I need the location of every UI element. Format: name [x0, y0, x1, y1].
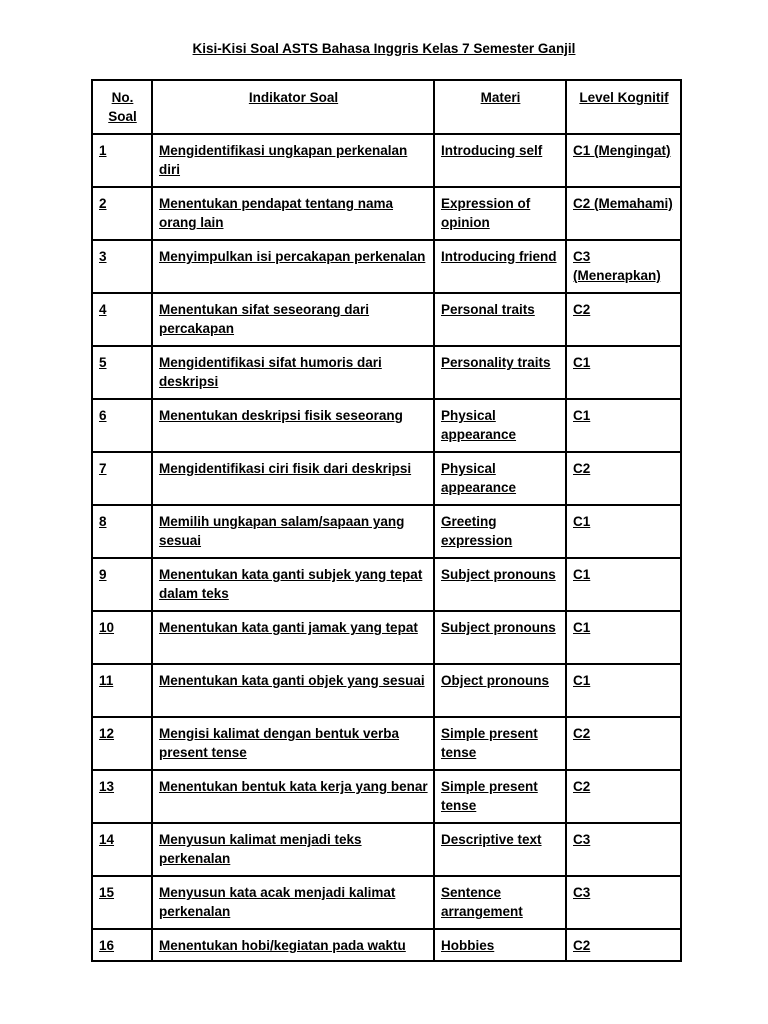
table-row	[92, 823, 681, 876]
cell-no-soal: 3	[92, 240, 152, 293]
cell-materi: Expression of opinion	[434, 187, 566, 240]
cell-no-soal: 16	[92, 929, 152, 961]
kisi-kisi-table	[91, 79, 682, 962]
cell-level-kognitif: C1	[566, 664, 681, 717]
cell-no-soal: 2	[92, 187, 152, 240]
cell-no-soal: 6	[92, 399, 152, 452]
cell-indikator-soal: Mengidentifikasi sifat humoris dari deskripsi	[152, 346, 434, 399]
cell-indikator-soal: Menentukan kata ganti jamak yang tepat	[152, 611, 434, 664]
cell-no-soal: 13	[92, 770, 152, 823]
cell-indikator-soal: Menyimpulkan isi percakapan perkenalan	[152, 240, 434, 293]
cell-level-kognitif: C1	[566, 611, 681, 664]
cell-indikator-soal: Mengisi kalimat dengan bentuk verba present tense	[152, 717, 434, 770]
table-row	[92, 452, 681, 505]
cell-materi: Object pronouns	[434, 664, 566, 717]
header-materi: Materi	[434, 80, 566, 134]
cell-indikator-soal: Mengidentifikasi ciri fisik dari deskripsi	[152, 452, 434, 505]
cell-level-kognitif: C2	[566, 452, 681, 505]
cell-no-soal: 5	[92, 346, 152, 399]
cell-no-soal: 8	[92, 505, 152, 558]
cell-no-soal: 15	[92, 876, 152, 929]
cell-no-soal: 1	[92, 134, 152, 187]
cell-materi: Subject pronouns	[434, 558, 566, 611]
cell-no-soal: 9	[92, 558, 152, 611]
cell-no-soal: 10	[92, 611, 152, 664]
cell-indikator-soal: Menentukan pendapat tentang nama orang lain	[152, 187, 434, 240]
cell-materi: Greeting expression	[434, 505, 566, 558]
cell-no-soal: 4	[92, 293, 152, 346]
cell-materi: Introducing self	[434, 134, 566, 187]
cell-level-kognitif: C2	[566, 770, 681, 823]
table-row	[92, 664, 681, 717]
table-row	[92, 505, 681, 558]
header-no-soal: No. Soal	[92, 80, 152, 134]
table-row	[92, 134, 681, 187]
cell-level-kognitif: C1 (Mengingat)	[566, 134, 681, 187]
table-body	[92, 134, 681, 961]
cell-materi: Personality traits	[434, 346, 566, 399]
cell-materi: Subject pronouns	[434, 611, 566, 664]
table-header-row	[92, 80, 681, 134]
table-row	[92, 876, 681, 929]
cell-materi: Hobbies	[434, 929, 566, 961]
header-level-kognitif: Level Kognitif	[566, 80, 681, 134]
table-row	[92, 611, 681, 664]
cell-materi: Physical appearance	[434, 399, 566, 452]
cell-materi: Descriptive text	[434, 823, 566, 876]
header-indikator-soal: Indikator Soal	[152, 80, 434, 134]
table-row	[92, 187, 681, 240]
cell-materi: Simple present tense	[434, 717, 566, 770]
table-row	[92, 346, 681, 399]
cell-no-soal: 12	[92, 717, 152, 770]
cell-no-soal: 14	[92, 823, 152, 876]
cell-level-kognitif: C1	[566, 346, 681, 399]
cell-indikator-soal: Menentukan sifat seseorang dari percakapan	[152, 293, 434, 346]
cell-level-kognitif: C2	[566, 717, 681, 770]
cell-indikator-soal: Menyusun kalimat menjadi teks perkenalan	[152, 823, 434, 876]
table-row	[92, 770, 681, 823]
cell-level-kognitif: C3	[566, 823, 681, 876]
cell-indikator-soal: Memilih ungkapan salam/sapaan yang sesuai	[152, 505, 434, 558]
cell-level-kognitif: C3	[566, 876, 681, 929]
cell-materi: Introducing friend	[434, 240, 566, 293]
cell-level-kognitif: C1	[566, 505, 681, 558]
cell-indikator-soal: Mengidentifikasi ungkapan perkenalan diri	[152, 134, 434, 187]
cell-no-soal: 7	[92, 452, 152, 505]
cell-indikator-soal: Menyusun kata acak menjadi kalimat perkenalan	[152, 876, 434, 929]
table-row	[92, 399, 681, 452]
cell-level-kognitif: C1	[566, 558, 681, 611]
cell-level-kognitif: C3 (Menerapkan)	[566, 240, 681, 293]
cell-materi: Simple present tense	[434, 770, 566, 823]
table-row	[92, 293, 681, 346]
table-row	[92, 240, 681, 293]
document-title: Kisi-Kisi Soal ASTS Bahasa Inggris Kelas 7 Semester Ganjil	[192, 41, 576, 56]
table-row	[92, 929, 681, 961]
cell-indikator-soal: Menentukan hobi/kegiatan pada waktu	[152, 929, 434, 961]
cell-indikator-soal: Menentukan kata ganti subjek yang tepat dalam teks	[152, 558, 434, 611]
cell-level-kognitif: C2	[566, 293, 681, 346]
cell-no-soal: 11	[92, 664, 152, 717]
cell-level-kognitif: C2 (Memahami)	[566, 187, 681, 240]
cell-materi: Sentence arrangement	[434, 876, 566, 929]
cell-materi: Physical appearance	[434, 452, 566, 505]
cell-level-kognitif: C1	[566, 399, 681, 452]
cell-level-kognitif: C2	[566, 929, 681, 961]
cell-indikator-soal: Menentukan bentuk kata kerja yang benar	[152, 770, 434, 823]
cell-indikator-soal: Menentukan kata ganti objek yang sesuai	[152, 664, 434, 717]
table-row	[92, 558, 681, 611]
table-row	[92, 717, 681, 770]
cell-materi: Personal traits	[434, 293, 566, 346]
cell-indikator-soal: Menentukan deskripsi fisik seseorang	[152, 399, 434, 452]
